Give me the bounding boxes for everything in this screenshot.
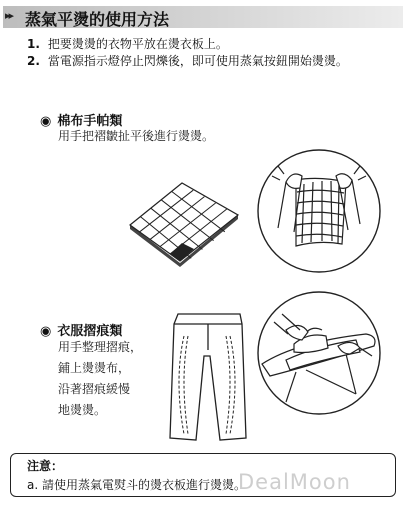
step-1 bbox=[27, 35, 228, 52]
section-desc-clothes bbox=[58, 337, 142, 421]
stretching-handkerchief-illustration bbox=[256, 148, 382, 274]
folded-cloth-illustration bbox=[120, 175, 242, 267]
desc-line: 地燙燙。 bbox=[58, 403, 107, 417]
step-text: 把要燙燙的衣物平放在燙衣板上。 bbox=[47, 37, 228, 51]
watermark: DealMoon bbox=[238, 470, 351, 494]
note-text: a. 請使用蒸氣電熨斗的燙衣板進行燙燙。 bbox=[27, 478, 246, 492]
desc-line: 鋪上燙燙布， bbox=[58, 361, 131, 375]
section-title-label: 棉布手帕類 bbox=[57, 114, 123, 129]
step-number: 1. bbox=[27, 37, 40, 51]
step-number: 2. bbox=[27, 54, 40, 68]
section-header bbox=[3, 6, 403, 28]
page-title: 蒸氣平燙的使用方法 bbox=[25, 10, 170, 29]
desc-line: 用手把褶皺扯平後進行燙燙。 bbox=[58, 129, 215, 143]
trousers-illustration bbox=[168, 310, 248, 445]
step-2 bbox=[27, 52, 348, 69]
circle-bullet-icon: ◉ bbox=[40, 114, 52, 129]
circle-bullet-icon: ◉ bbox=[40, 324, 52, 339]
desc-line: 用手整理摺痕， bbox=[58, 340, 143, 354]
ironing-board-illustration bbox=[256, 290, 382, 416]
note-title: 注意： bbox=[27, 459, 64, 473]
desc-line: 沿著摺痕緩慢 bbox=[58, 382, 131, 396]
step-text: 當電源指示燈停止閃爍後，即可使用蒸氣按鈕開始燙燙。 bbox=[47, 54, 348, 68]
double-arrow-icon: ▸▸ bbox=[5, 9, 13, 22]
section-desc-handkerchief bbox=[58, 126, 214, 147]
section-title-label: 衣服摺痕類 bbox=[57, 324, 123, 339]
